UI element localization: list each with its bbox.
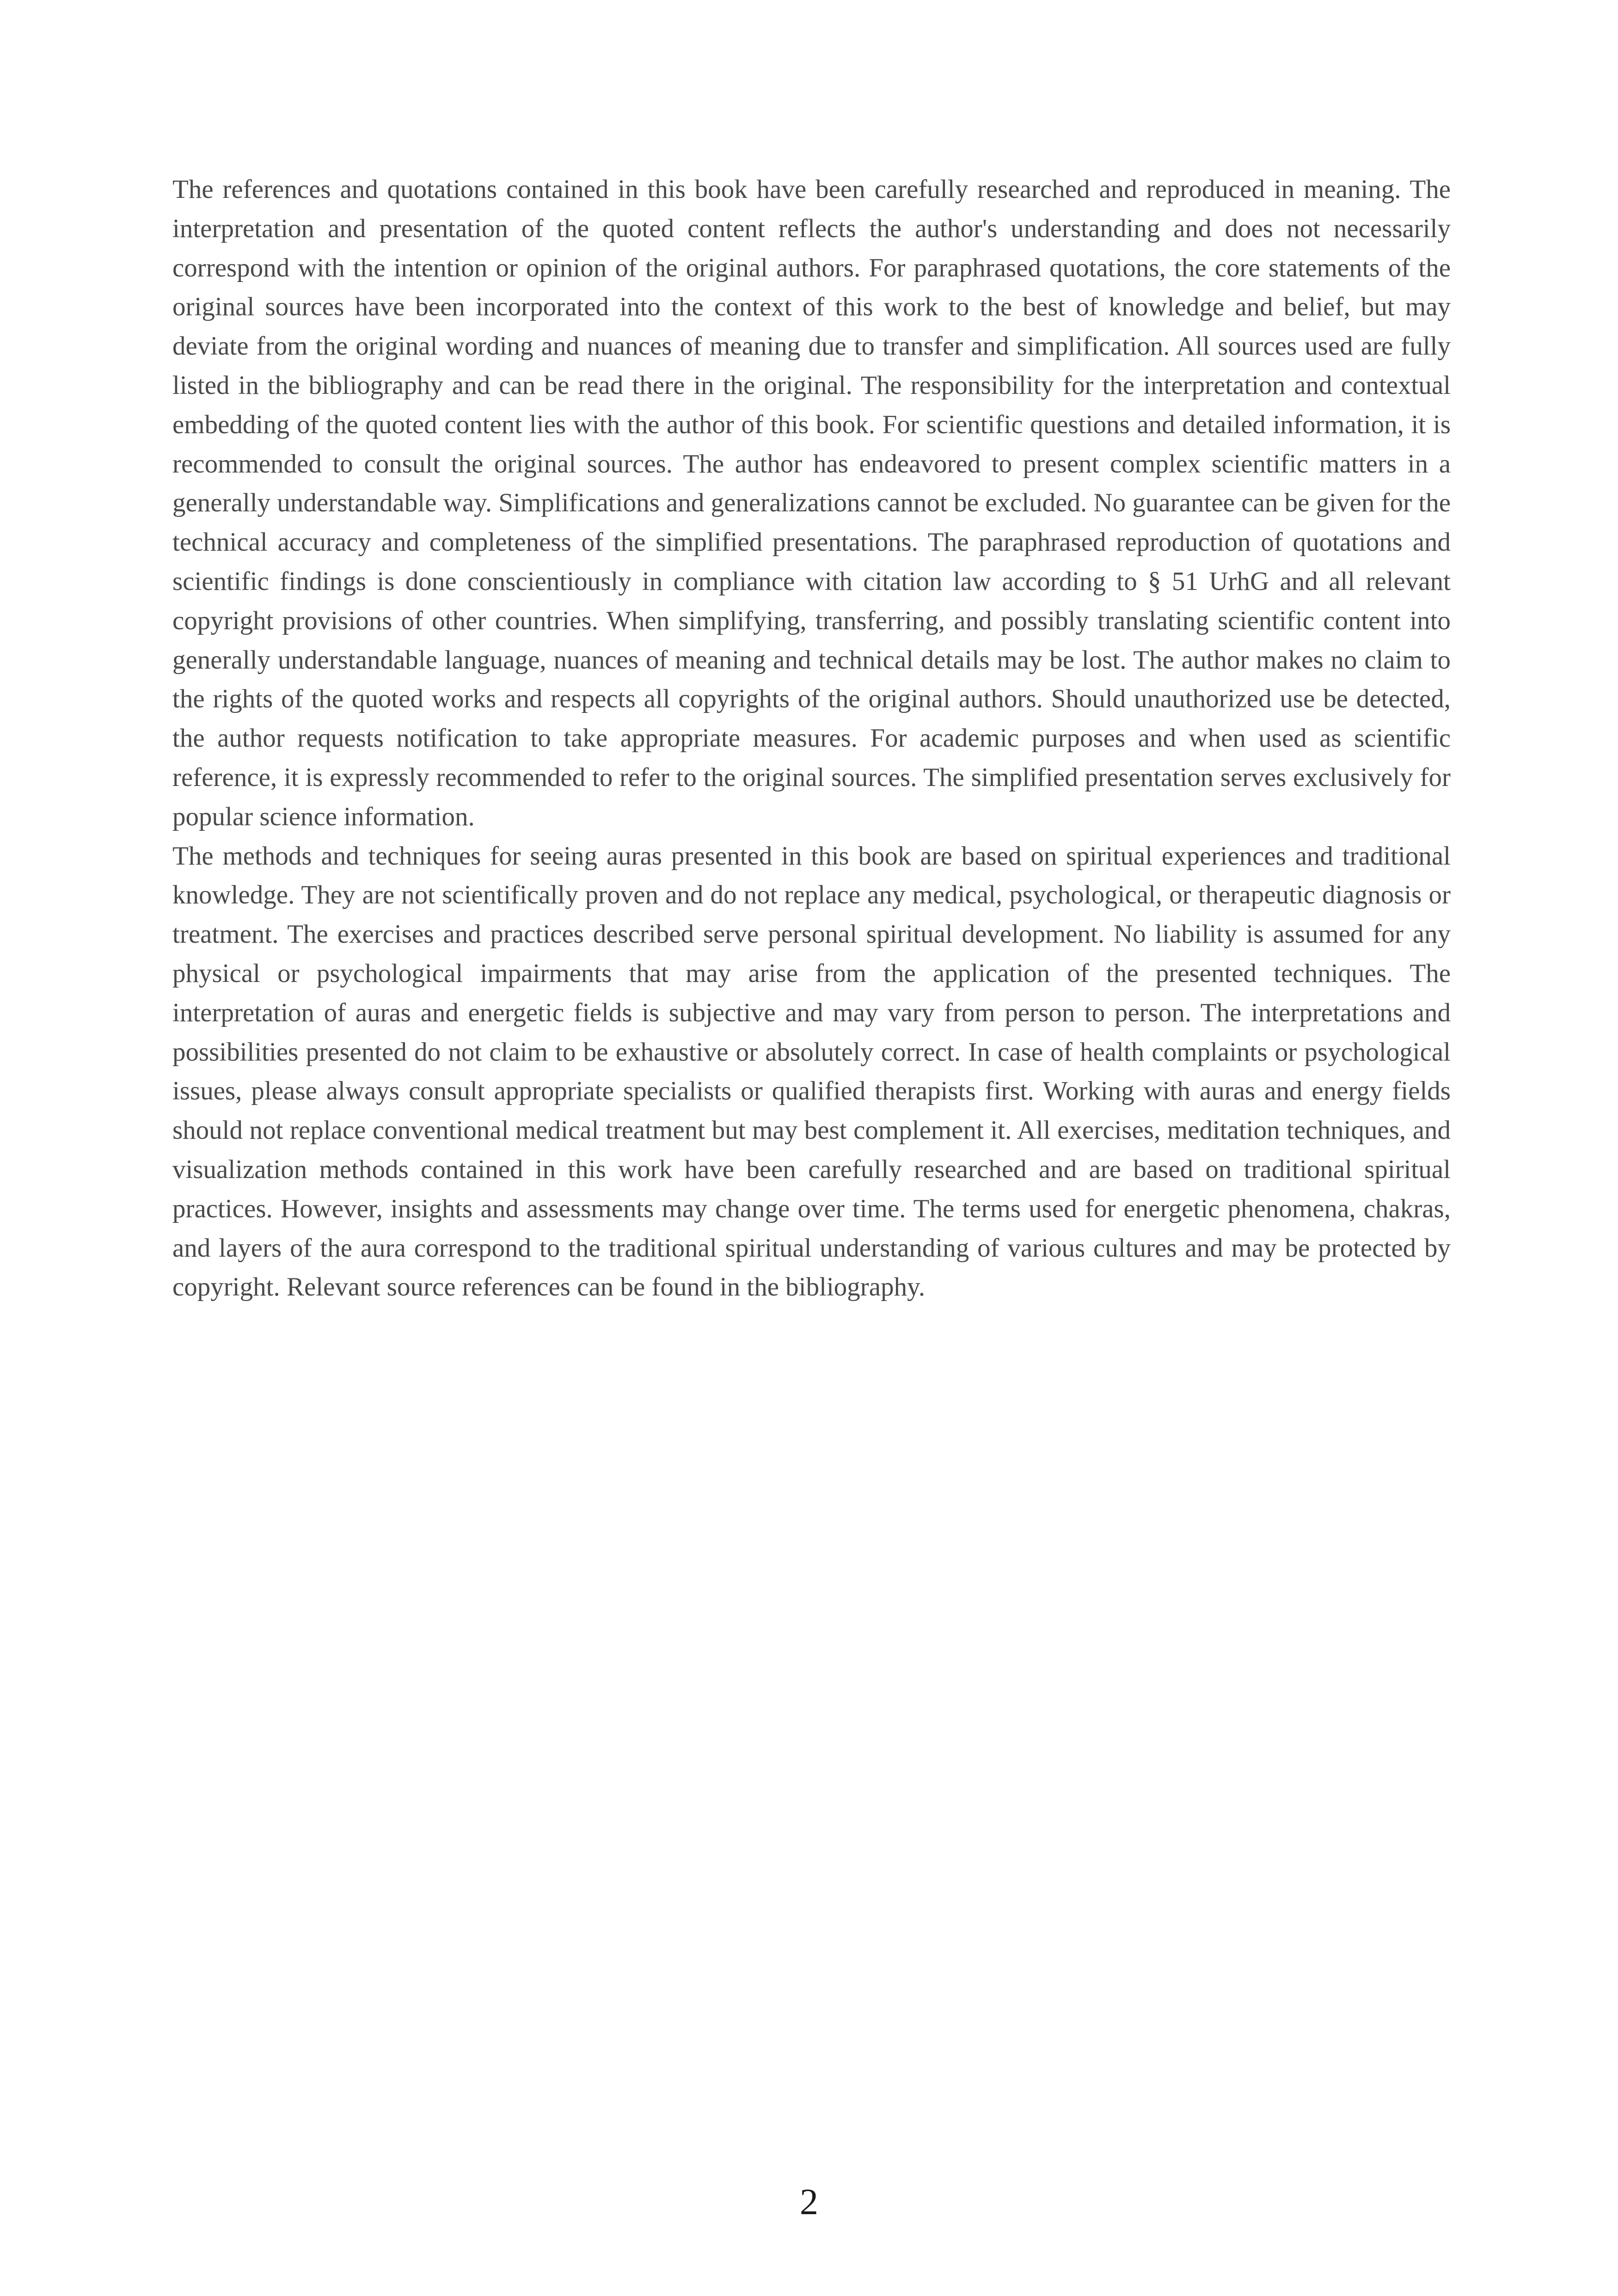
- paragraph-references-disclaimer: The references and quotations contained in this book have been carefully researched and reproduced in meaning. The interpretation and presentation of the quoted content reflects the author's understanding and does not necessarily correspond with the intention or opinion of the original authors. For paraphrased quotations, the core statements of the original sources have been incorporated into the context of this work to the best of knowledge and belief, but may deviate from the original wording and nuances of meaning due to transfer and simplification. All sources used are fully listed in the bibliography and can be read there in the original. The responsibility for the interpretation and contextual embedding of the quoted content lies with the author of this book. For scientific questions and detailed information, it is recommended to consult the original sources. The author has endeavored to present complex scientific matters in a generally understandable way. Simplifications and generalizations cannot be excluded. No guarantee can be given for the technical accuracy and completeness of the simplified presentations. The paraphrased reproduction of quotations and scientific findings is done conscientiously in compliance with citation law according to § 51 UrhG and all relevant copyright provisions of other countries. When simplifying, transferring, and possibly translating scientific content into generally understandable language, nuances of meaning and technical details may be lost. The author makes no claim to the rights of the quoted works and respects all copyrights of the original authors. Should unauthorized use be detected, the author requests notification to take appropriate measures. For academic purposes and when used as scientific reference, it is expressly recommended to refer to the original sources. The simplified presentation serves exclusively for popular science information.: [172, 175, 1451, 831]
- page-number: 2: [800, 2182, 818, 2222]
- body-text: [172, 170, 1451, 1307]
- paragraph-aura-methods-disclaimer: The methods and techniques for seeing auras presented in this book are based on spiritual experiences and traditional knowledge. They are not scientifically proven and do not replace any medical, psychological, or therapeutic diagnosis or treatment. The exercises and practices described serve personal spiritual development. No liability is assumed for any physical or psychological impairments that may arise from the application of the presented techniques. The interpretation of auras and energetic fields is subjective and may vary from person to person. The interpretations and possibilities presented do not claim to be exhaustive or absolutely correct. In case of health complaints or psychological issues, please always consult appropriate specialists or qualified therapists first. Working with auras and energy fields should not replace conventional medical treatment but may best complement it. All exercises, meditation techniques, and visualization methods contained in this work have been carefully researched and are based on traditional spiritual practices. However, insights and assessments may change over time. The terms used for energetic phenomena, chakras, and layers of the aura correspond to the traditional spiritual understanding of various cultures and may be protected by copyright. Relevant source references can be found in the bibliography.: [172, 841, 1451, 1302]
